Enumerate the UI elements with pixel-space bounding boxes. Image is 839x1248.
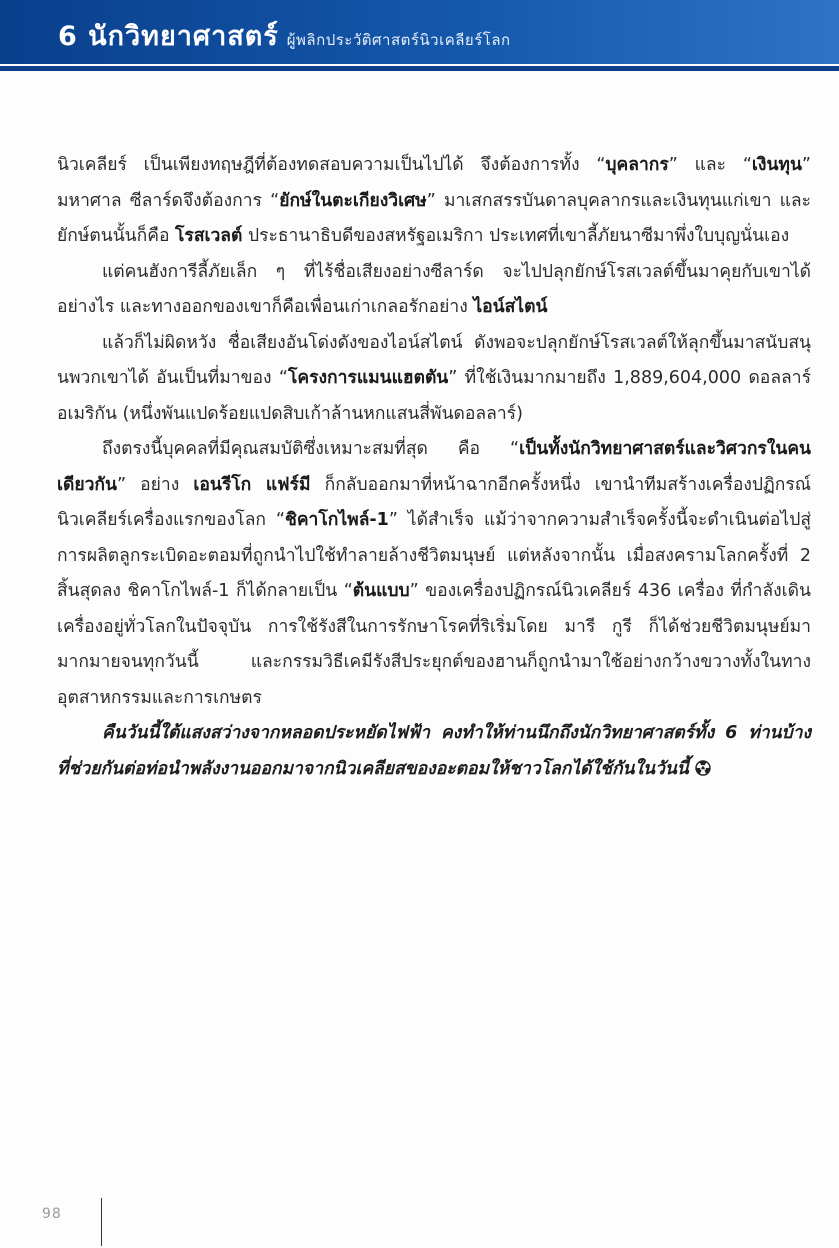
text-run: ถึงตรงนี้บุคคลที่มีคุณสมบัติซึ่งเหมาะสมที่สุด คือ “ bbox=[102, 439, 520, 459]
closing-paragraph bbox=[57, 716, 811, 787]
text-run: ” ของเครื่องปฏิกรณ์นิวเคลียร์ 436 เครื่อง ที่กำลังเดินเครื่องอยู่ทั่วโลกในปัจจุบัน การใช้รังสีในการรักษาโรคที่ริเริ่มโดย มารี กูรี ก็ได้ช่วยชีวิตมนุษย์มามากมายจนทุกวันนี้ และกรรมวิธีเคมีรังสีประยุกต์ของฮานก็ถูกนำมาใช้อย่างกว้างขวางทั้งในทางอุตสาหกรรมและการเกษตร bbox=[57, 581, 811, 708]
emphasis-term: ชิคาโกไพล์-1 bbox=[284, 510, 389, 530]
paragraph-4 bbox=[57, 432, 811, 716]
body-text bbox=[57, 148, 811, 787]
radiation-icon bbox=[695, 760, 711, 776]
text-run: ประธานาธิบดีของสหรัฐอเมริกา ประเทศที่เขาลี้ภัยนาซีมาพึ่งใบบุญนั่นเอง bbox=[242, 226, 790, 246]
page-number: 98 bbox=[42, 1206, 62, 1222]
emphasis-term: ยักษ์ในตะเกียงวิเศษ bbox=[279, 190, 427, 211]
text-run: ” มหาศาล ซีลาร์ดจึงต้องการ “ bbox=[57, 155, 811, 211]
closing-text: คืนวันนี้ใต้แสงสว่างจากหลอดประหยัดไฟฟ้า คงทำให้ท่านนึกถึงนักวิทยาศาสตร์ทั้ง 6 ท่านบ้าง ที่ช่วยกันต่อท่อนำพลังงานออกมาจากนิวเคลียสของอะตอมให้ชาวโลกได้ใช้กันในวันนี้ bbox=[57, 723, 811, 779]
header-band bbox=[0, 0, 839, 64]
text-run: ” ได้สำเร็จ แม้ว่าจากความสำเร็จครั้งนี้จะดำเนินต่อไปสู่การผลิตลูกระเบิดอะตอมที่ถูกนำไปใช้ทำลายล้างชีวิตมนุษย์ แต่หลังจากนั้น เมื่อสงครามโลกครั้งที่ 2 สิ้นสุดลง ชิคาโกไพล์-1 ก็ได้กลายเป็น “ bbox=[57, 510, 811, 601]
emphasis-term: บุคลากร bbox=[605, 155, 669, 175]
header-rule bbox=[0, 64, 839, 71]
paragraph-1 bbox=[57, 148, 811, 255]
footer-rule bbox=[101, 1198, 102, 1246]
book-title bbox=[58, 14, 511, 57]
book-subtitle: ผู้พลิกประวัติศาสตร์นิวเคลียร์โลก bbox=[286, 31, 511, 49]
emphasis-term: เงินทุน bbox=[751, 155, 802, 175]
text-run: แล้วก็ไม่ผิดหวัง ชื่อเสียงอันโด่งดังของไอน์สไตน์ ดังพอจะปลุกยักษ์โรสเวลต์ให้ลุกขึ้นมาสนับสนุนพวกเขาได้ อันเป็นที่มาของ “ bbox=[57, 332, 811, 388]
text-run: ก็กลับออกมาที่หน้าฉากอีกครั้งหนึ่ง เขานำทีมสร้างเครื่องปฏิกรณ์นิวเคลียร์เครื่องแรกของโลก “ bbox=[57, 474, 812, 530]
paragraph-2 bbox=[57, 255, 811, 326]
emphasis-term: ต้นแบบ bbox=[352, 581, 410, 601]
text-run: นิวเคลียร์ เป็นเพียงทฤษฎีที่ต้องทดสอบความเป็นไปได้ จึงต้องการทั้ง “ bbox=[57, 155, 606, 175]
book-title-text: 6 นักวิทยาศาสตร์ bbox=[58, 21, 279, 52]
paragraph-3 bbox=[57, 326, 811, 433]
text-run: ” อย่าง bbox=[117, 474, 194, 495]
text-run: ” ที่ใช้เงินมากมายถึง 1,889,604,000 ดอลลาร์อเมริกัน (หนึ่งพันแปดร้อยแปดสิบเก้าล้านหกแสนสี่พันดอลลาร์) bbox=[57, 368, 811, 424]
emphasis-term: โครงการแมนแฮตตัน bbox=[287, 368, 449, 388]
text-run: แต่คนฮังการีลี้ภัยเล็ก ๆ ที่ไร้ชื่อเสียงอย่างซีลาร์ด จะไปปลุกยักษ์โรสเวลต์ขึ้นมาคุยกับเขาได้อย่างไร และทางออกของเขาก็คือเพื่อนเก่าเกลอรักอย่าง bbox=[57, 261, 811, 317]
text-run: ” และ “ bbox=[668, 155, 752, 175]
emphasis-term: เป็นทั้งนักวิทยาศาสตร์และวิศวกรในคนเดียวกัน bbox=[57, 439, 811, 495]
emphasis-term: ไอน์สไตน์ bbox=[473, 297, 548, 317]
text-run: ” มาเสกสรรบันดาลบุคลากรและเงินทุนแก่เขา และยักษ์ตนนั้นก็คือ bbox=[57, 190, 811, 246]
emphasis-term: โรสเวลต์ bbox=[175, 226, 243, 246]
emphasis-term: เอนรีโก แฟร์มี bbox=[193, 474, 311, 495]
